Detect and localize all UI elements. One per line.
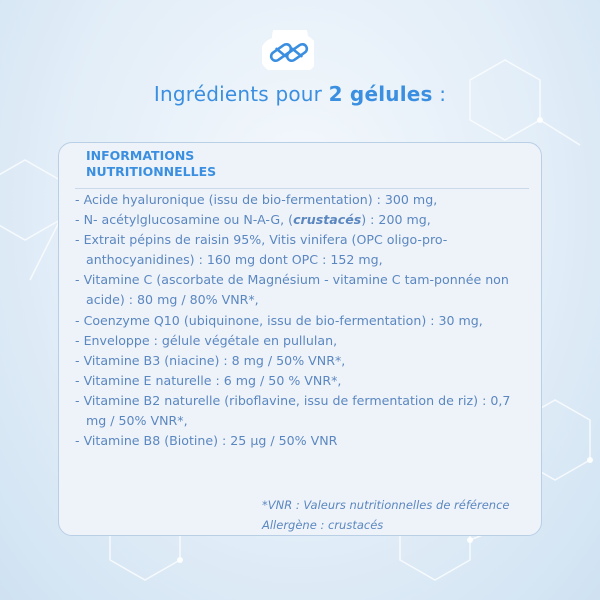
ingredient-item: - Coenzyme Q10 (ubiquinone, issu de bio-fermentation) : 30 mg, [75, 312, 483, 328]
ingredient-item: - Vitamine B8 (Biotine) : 25 µg / 50% VNR [75, 433, 338, 449]
ingredient-text: Acide hyaluronique (issu de bio-fermentation) : 300 mg, [83, 192, 438, 207]
ingredient-item: - Enveloppe : gélule végétale en pullulan, [75, 332, 338, 348]
ingredient-text-end: ) : 200 mg, [361, 212, 431, 228]
ingredient-item: - Vitamine C (ascorbate de Magnésium - vitamine C tam-ponnée non acide) : 80 mg / 80% VNR*, [75, 272, 509, 308]
ingredient-item: - Vitamine B2 naturelle (riboflavine, issu de fermentation de riz) : 0,7 mg / 50% VNR*, [75, 392, 511, 429]
ingredient-text: Vitamine B8 (Biotine) : 25 µg / 50% VNR [83, 433, 338, 449]
ingredient-item: - Vitamine E naturelle : 6 mg / 50 % VNR*, [75, 372, 342, 388]
footnote-allergen: Allergène : crustacés [262, 518, 384, 532]
nutrition-info-card [58, 142, 542, 536]
title-divider [75, 188, 529, 189]
ingredient-text: Vitamine C (ascorbate de Magnésium - vitamine C tam-ponnée non acide) : 80 mg / 80% VNR*, [83, 272, 509, 308]
ingredient-text: Vitamine B2 naturelle (riboflavine, issu de fermentation de riz) : 0,7 mg / 50% VNR*, [83, 392, 511, 429]
ingredient-item: - Extrait pépins de raisin 95%, Vitis vinifera (OPC oligo-pro-anthocyanidines) : 160 mg dont OPC : 152 mg, [75, 232, 448, 268]
ingredient-text: Extrait pépins de raisin 95%, Vitis vinifera (OPC oligo-pro-anthocyanidines) : 160 mg dont OPC : 152 mg, [83, 232, 448, 268]
page-title-prefix: Ingrédients pour [153, 82, 323, 106]
ingredient-list [75, 190, 531, 451]
ingredient-text: N- acétylglucosamine ou N-A-G, ( [83, 212, 294, 228]
card-title [86, 148, 226, 180]
card-title-line1: INFORMATIONS [86, 148, 195, 163]
allergen-emphasis: crustacés [293, 212, 362, 228]
ingredient-text: Vitamine B3 (niacine) : 8 mg / 50% VNR*, [83, 352, 346, 368]
ingredient-item: - N- acétylglucosamine ou N-A-G, (crustacés) : 200 mg, [75, 212, 431, 228]
page-title-bold: 2 gélules [328, 82, 433, 106]
page-title-suffix: : [432, 82, 447, 106]
footnote-vnr: *VNR : Valeurs nutritionnelles de référence [262, 498, 510, 512]
ingredient-item: - Vitamine B3 (niacine) : 8 mg / 50% VNR*, [75, 352, 346, 368]
ingredient-item: - Acide hyaluronique (issu de bio-fermentation) : 300 mg, [75, 192, 438, 207]
page-title [0, 82, 600, 106]
ingredient-text: Vitamine E naturelle : 6 mg / 50 % VNR*, [83, 372, 342, 388]
card-title-line2: NUTRITIONNELLES [86, 164, 217, 179]
capsules-icon [262, 30, 314, 74]
ingredient-text: Coenzyme Q10 (ubiquinone, issu de bio-fermentation) : 30 mg, [83, 312, 483, 328]
ingredient-text: Enveloppe : gélule végétale en pullulan, [83, 332, 338, 348]
footnotes [262, 495, 509, 535]
